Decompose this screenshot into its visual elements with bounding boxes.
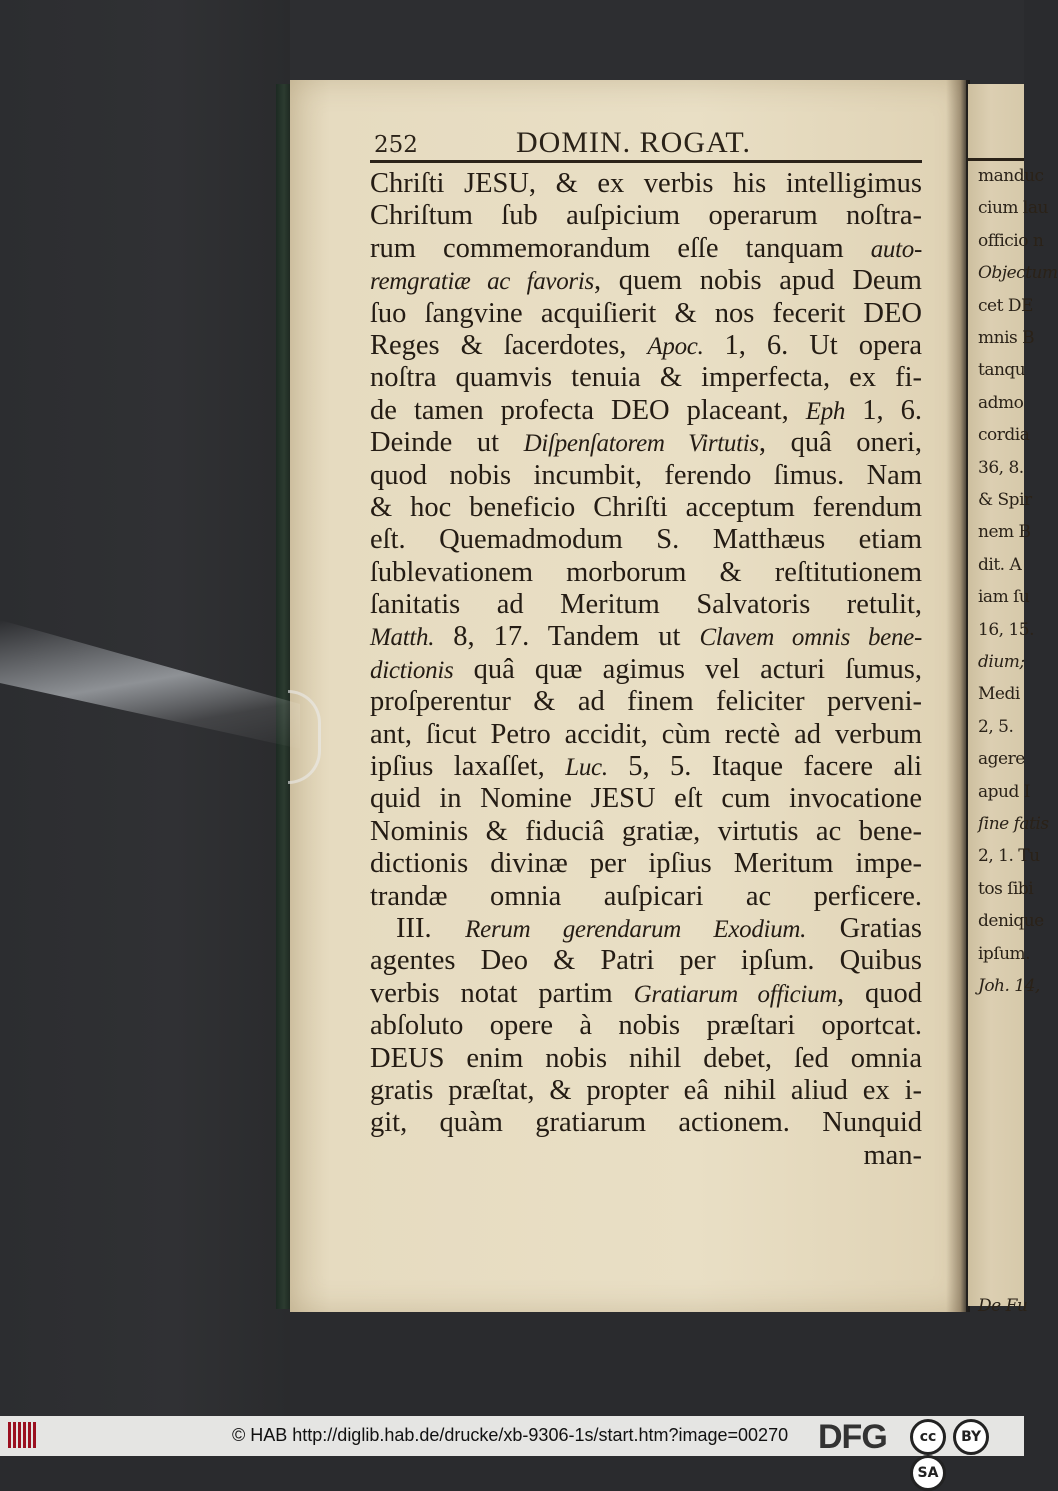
text-line: dictionis divinæ per ipſius Meritum impe- <box>370 848 922 880</box>
facing-page-line: & Spir <box>978 490 1032 510</box>
text-line: quod nobis incumbit, ferendo ſimus. Nam <box>370 459 922 491</box>
text-line: verbis notat partim Gratiarum officium, quod <box>370 977 922 1009</box>
text-line: ſuo ſangvine acquiſierit & nos fecerit DEO <box>370 297 922 329</box>
facing-page-line: Objectum <box>978 263 1058 284</box>
facing-page-line: 36, 8. <box>978 457 1024 478</box>
text-line: ſublevationem morborum & reſtitutionem <box>370 556 922 588</box>
facing-page-line: Joh. 14, <box>978 976 1040 996</box>
text-line: DEUS enim nobis nihil debet, ſed omnia <box>370 1042 922 1074</box>
text-line: gratis præſtat, & propter eâ nihil aliud ex i- <box>370 1074 922 1106</box>
text-line: quid in Nomine JESU eſt cum invocatione <box>370 783 922 815</box>
facing-page-line: ipſum. <box>978 943 1031 964</box>
cc-license-icons[interactable] <box>910 1419 1024 1491</box>
facing-page-line: nem B <box>978 522 1031 543</box>
facing-page-line: apud I <box>978 781 1030 802</box>
page-number: 252 <box>374 132 418 158</box>
facing-page-line: cet DE <box>978 295 1033 316</box>
viewer-footer <box>0 1416 1024 1481</box>
facing-page-line: cium lau <box>978 198 1048 219</box>
text-line: rum commemorandum eſſe tanquam auto- <box>370 232 922 264</box>
facing-page-line: tanqu <box>978 360 1026 381</box>
facing-page-line: mnis B <box>978 328 1035 348</box>
facing-page-line: Medi <box>978 684 1020 705</box>
text-line: Chriſtum ſub auſpicium operarum noſtra- <box>370 200 922 232</box>
text-line: abſoluto opere à nobis præſtari oportcat. <box>370 1010 922 1042</box>
facing-page-line: iam ſu <box>978 587 1030 608</box>
facing-page-line: denique <box>978 911 1044 932</box>
text-line: git, quàm gratiarum actionem. Nunquid <box>370 1107 922 1139</box>
facing-page-fragment <box>968 84 1058 1316</box>
facing-page-line: cordia <box>978 425 1030 446</box>
header-rule <box>370 160 922 163</box>
running-head: DOMIN. ROGAT. <box>516 126 751 159</box>
text-line: ipſius laxaſſet, Luc. 5, 5. Itaque facere ali <box>370 751 922 783</box>
text-line: & hoc beneficio Chriſti acceptum ferendum <box>370 491 922 523</box>
facing-page-line: tos ſibi <box>978 878 1034 899</box>
hab-logo-icon[interactable] <box>8 1422 40 1450</box>
facing-page-line: 2, 5. <box>978 716 1014 737</box>
facing-page-line: 16, 15. <box>978 619 1034 640</box>
facing-page-line: ſine fatis <box>978 814 1049 834</box>
facing-page-line: dit. A <box>978 554 1022 575</box>
text-line: Nominis & fiduciâ gratiæ, virtutis ac bene- <box>370 815 922 847</box>
body-text <box>370 168 922 1172</box>
text-line: de tamen profecta DEO placeant, Eph 1, 6. <box>370 394 922 426</box>
text-line: ſanitatis ad Meritum Salvatoris retulit, <box>370 589 922 621</box>
text-line: proſperentur & ad finem feliciter perveni- <box>370 686 922 718</box>
facing-page-line: manduc <box>978 166 1044 186</box>
facing-page-line: officio n <box>978 230 1044 251</box>
facing-page-line: dium; <box>978 652 1025 672</box>
sa-icon[interactable]: SA <box>910 1455 946 1491</box>
copyright-link[interactable]: © HAB http://diglib.hab.de/drucke/xb-9306-1s/start.htm?image=00270 <box>232 1425 789 1445</box>
page-header <box>370 122 922 162</box>
by-icon[interactable]: BY <box>953 1419 989 1455</box>
facing-page-line: admo <box>978 392 1024 413</box>
page-gutter <box>946 80 970 1312</box>
dfg-logo[interactable]: DFG <box>818 1418 887 1456</box>
text-line: Reges & ſacerdotes, Apoc. 1, 6. Ut opera <box>370 329 922 361</box>
text-line: Chriſti JESU, & ex verbis his intelligimus <box>370 168 922 199</box>
text-line: Deinde ut Diſpenſatorem Virtutis, quâ oneri, <box>370 427 922 459</box>
text-line: noſtra quamvis tenuia & imperfecta, ex fi- <box>370 362 922 394</box>
text-line: remgratiæ ac favoris, quem nobis apud Deum <box>370 265 922 297</box>
text-line: eſt. Quemadmodum S. Matthæus etiam <box>370 524 922 556</box>
facing-page-line: 2, 1. Tu <box>978 846 1040 867</box>
text-line: trandæ omnia auſpicari ac perficere. <box>370 880 922 912</box>
facing-page-rule <box>968 158 1024 161</box>
text-line: Matth. 8, 17. Tandem ut Clavem omnis bene- <box>370 621 922 653</box>
text-line: agentes Deo & Patri per ipſum. Quibus <box>370 945 922 977</box>
text-line: ant, ſicut Petro accidit, cùm rectè ad verbum <box>370 718 922 750</box>
text-line: III. Rerum gerendarum Exodium. Gratias <box>396 912 922 944</box>
cc-icon[interactable]: cc <box>910 1419 946 1455</box>
facing-page-line: agere <box>978 749 1025 770</box>
text-line: dictionis quâ quæ agimus vel acturi ſumus, <box>370 653 922 685</box>
catchword: man- <box>863 1139 922 1171</box>
facing-page-line: De Fu <box>978 1296 1028 1316</box>
